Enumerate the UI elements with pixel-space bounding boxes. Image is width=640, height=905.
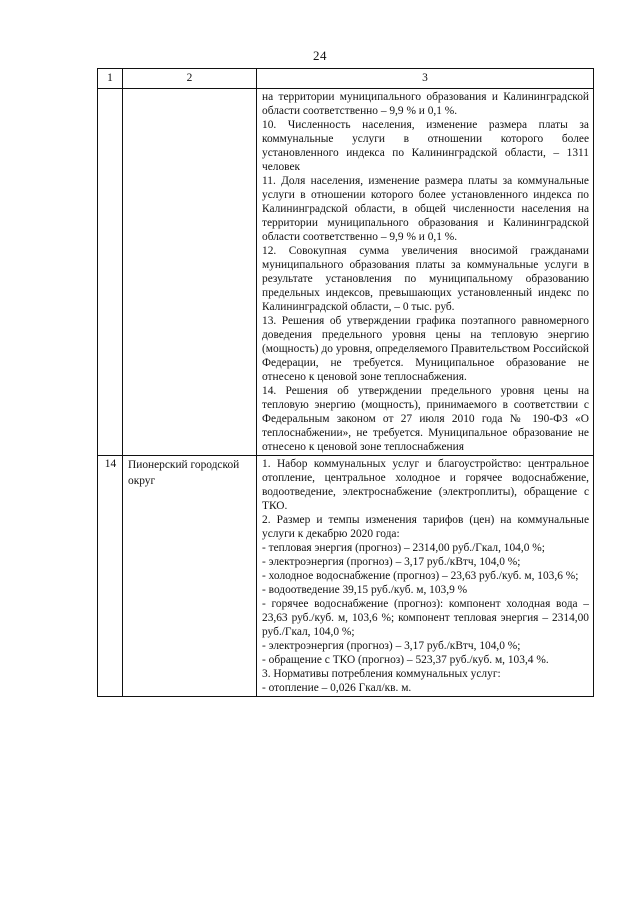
content-paragraph: - обращение с ТКО (прогноз) – 523,37 руб./куб. м, 103,4 %.	[262, 654, 549, 666]
content-paragraph: 12. Совокупная сумма увеличения вносимой гражданами муниципального образования платы за коммунальные услуги в результате установления по муниципальному образованию предельных индексов, превышающих установленный индекс по Калининградской области, – 0 тыс. руб.	[262, 245, 589, 313]
content-paragraph: 10. Численность населения, изменение размера платы за коммунальные услуги в отношении которого более установленного индекса по Калининградской области, – 1311 человек	[262, 119, 589, 173]
content-paragraph: 3. Нормативы потребления коммунальных услуг:	[262, 668, 501, 680]
table-row	[98, 89, 594, 456]
row-number: 14	[98, 456, 123, 697]
table-row	[98, 456, 594, 697]
municipality-name: Пионерский городской округ	[123, 456, 257, 697]
content-paragraph: - электроэнергия (прогноз) – 3,17 руб./кВтч, 104,0 %;	[262, 556, 521, 568]
content-paragraph: - холодное водоснабжение (прогноз) – 23,63 руб./куб. м, 103,6 %;	[262, 570, 579, 582]
content-paragraph: 13. Решения об утверждении графика поэтапного равномерного доведения предельного уровня цены на тепловую энергию (мощность) до уровня, определяемого Правительством Российской Федерации, не требуется. Муниципальное образование не отнесено к ценовой зоне теплоснабжения.	[262, 315, 589, 383]
row-number	[98, 89, 123, 456]
content-paragraph: - горячее водоснабжение (прогноз): компонент холодная вода – 23,63 руб./куб. м, 103,6 %; компонент тепловая энергия – 2314,00 руб./Гкал, 104,0 %;	[262, 598, 589, 638]
municipality-name	[123, 89, 257, 456]
content-paragraph: 14. Решения об утверждении предельного уровня цены на тепловую энергию (мощность), принимаемого в соответствии с Федеральным законом от 27 июля 2010 года № 190-ФЗ «О теплоснабжении», не требуется. Муниципальное образование не отнесено к ценовой зоне теплоснабжения	[262, 385, 589, 453]
content-paragraph: - водоотведение 39,15 руб./куб. м, 103,9 %	[262, 584, 468, 596]
row-content	[257, 89, 594, 456]
content-paragraph: 1. Набор коммунальных услуг и благоустройство: центральное отопление, центральное холодное и горячее водоснабжение, водоотведение, электроснабжение (электроплиты), обращение с ТКО.	[262, 458, 589, 512]
table-header-row	[98, 69, 594, 89]
content-paragraph: - отопление – 0,026 Гкал/кв. м.	[262, 682, 412, 694]
header-col-1: 1	[98, 69, 123, 89]
row-content	[257, 456, 594, 697]
header-col-2: 2	[123, 69, 257, 89]
page-number: 24	[313, 48, 327, 63]
data-table	[97, 68, 594, 697]
content-paragraph: - электроэнергия (прогноз) – 3,17 руб./кВтч, 104,0 %;	[262, 640, 521, 652]
content-paragraph: 2. Размер и темпы изменения тарифов (цен) на коммунальные услуги к декабрю 2020 года:	[262, 514, 589, 540]
content-paragraph: - тепловая энергия (прогноз) – 2314,00 руб./Гкал, 104,0 %;	[262, 542, 545, 554]
content-paragraph: на территории муниципального образования и Калининградской области соответственно – 9,9 % и 0,1 %.	[262, 91, 589, 117]
header-col-3: 3	[257, 69, 594, 89]
content-paragraph: 11. Доля населения, изменение размера платы за коммунальные услуги в отношении которого более установленного индекса по Калининградской области, в общей численности населения на территории муниципального образования и Калининградской области соответственно – 9,9 % и 0,1 %.	[262, 175, 589, 243]
